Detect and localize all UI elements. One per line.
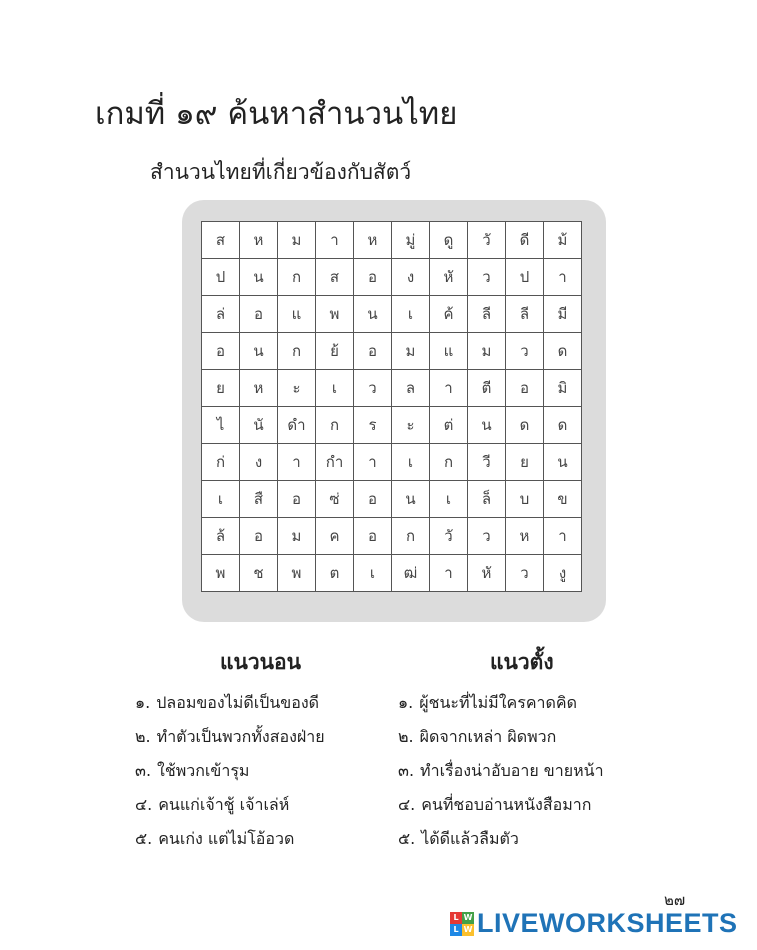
grid-cell[interactable]: ซ่ (316, 481, 354, 518)
grid-row (202, 333, 582, 370)
grid-cell[interactable]: อ (240, 518, 278, 555)
grid-row (202, 370, 582, 407)
horizontal-clue-2 (135, 724, 325, 758)
grid-cell[interactable]: ส (202, 222, 240, 259)
grid-cell[interactable]: ป (202, 259, 240, 296)
grid-cell[interactable]: หั (468, 555, 506, 592)
grid-cell[interactable]: ล็ (468, 481, 506, 518)
grid-cell[interactable]: ไ (202, 407, 240, 444)
word-search-grid (201, 221, 582, 592)
grid-cell[interactable]: ห (354, 222, 392, 259)
logo-tile: W (463, 924, 473, 934)
grid-cell[interactable]: า (544, 518, 582, 555)
grid-cell[interactable]: แ (278, 296, 316, 333)
horizontal-heading: แนวนอน (220, 650, 302, 674)
grid-cell[interactable]: ก (430, 444, 468, 481)
grid-cell[interactable]: อ (278, 481, 316, 518)
grid-cell[interactable]: า (354, 444, 392, 481)
clue-text: ทำเรื่องน่าอับอาย ขายหน้า (420, 761, 604, 780)
grid-cell[interactable]: มี (544, 296, 582, 333)
grid-cell[interactable]: า (430, 370, 468, 407)
grid-cell[interactable]: ว (506, 555, 544, 592)
grid-cell[interactable]: เ (430, 481, 468, 518)
clue-text: คนเก่ง แต่ไม่โอ้อวด (158, 829, 295, 848)
clue-number: ๕. (398, 829, 416, 848)
grid-cell[interactable]: งู (544, 555, 582, 592)
clue-text: ปลอมของไม่ดีเป็นของดี (156, 693, 320, 712)
grid-cell[interactable]: ด (544, 333, 582, 370)
grid-cell[interactable]: ก่ (202, 444, 240, 481)
grid-cell[interactable]: น (240, 259, 278, 296)
clue-text: ได้ดีแล้วลืมตัว (421, 829, 519, 848)
page-subtitle: สำนวนไทยที่เกี่ยวข้องกับสัตว์ (150, 160, 412, 184)
grid-cell[interactable]: น (392, 481, 430, 518)
grid-cell[interactable]: อ (354, 481, 392, 518)
clue-number: ๑. (135, 693, 151, 712)
grid-cell[interactable]: ย้ (316, 333, 354, 370)
grid-cell[interactable]: ก (316, 407, 354, 444)
vertical-clue-1 (398, 690, 604, 724)
grid-cell[interactable]: อ (506, 370, 544, 407)
liveworksheets-logo-icon (450, 912, 474, 936)
clue-text: ผิดจากเหล่า ผิดพวก (419, 727, 557, 746)
grid-cell[interactable]: ง (392, 259, 430, 296)
grid-cell[interactable]: ะ (278, 370, 316, 407)
grid-cell[interactable]: นั (240, 407, 278, 444)
grid-cell[interactable]: ว (506, 333, 544, 370)
grid-cell[interactable]: น (240, 333, 278, 370)
grid-cell[interactable]: ต่ (430, 407, 468, 444)
horizontal-clue-list (135, 690, 325, 860)
grid-cell[interactable]: พ (278, 555, 316, 592)
grid-cell[interactable]: ห (240, 370, 278, 407)
logo-tile: L (450, 924, 462, 936)
grid-cell[interactable]: เ (392, 296, 430, 333)
vertical-clue-2 (398, 724, 604, 758)
grid-cell[interactable]: วี (468, 444, 506, 481)
grid-cell[interactable]: น (354, 296, 392, 333)
clue-text: คนแก่เจ้าชู้ เจ้าเล่ห์ (158, 795, 290, 814)
grid-cell[interactable]: ดี (506, 222, 544, 259)
grid-cell[interactable]: ลี (468, 296, 506, 333)
grid-cell[interactable]: า (430, 555, 468, 592)
vertical-clue-list (398, 690, 604, 860)
grid-row (202, 555, 582, 592)
grid-cell[interactable]: สื (240, 481, 278, 518)
grid-cell[interactable]: ม้ (544, 222, 582, 259)
grid-cell[interactable]: ว (468, 518, 506, 555)
page-number: ๒๗ (664, 891, 686, 909)
grid-cell[interactable]: เ (316, 370, 354, 407)
grid-cell[interactable]: ค (316, 518, 354, 555)
vertical-clue-5 (398, 826, 604, 860)
grid-row (202, 259, 582, 296)
grid-cell[interactable]: เ (202, 481, 240, 518)
grid-cell[interactable]: มู่ (392, 222, 430, 259)
grid-cell[interactable]: หั (430, 259, 468, 296)
grid-cell[interactable]: ด (544, 407, 582, 444)
grid-cell[interactable]: อ (202, 333, 240, 370)
page-title: เกมที่ ๑๙ ค้นหาสำนวนไทย (95, 96, 458, 132)
grid-row (202, 407, 582, 444)
grid-cell[interactable]: ม (278, 222, 316, 259)
grid-cell[interactable]: มิ (544, 370, 582, 407)
clue-text: คนที่ชอบอ่านหนังสือมาก (421, 795, 592, 814)
grid-cell[interactable]: ล้ (202, 518, 240, 555)
grid-cell[interactable]: กำ (316, 444, 354, 481)
grid-cell[interactable]: วั (468, 222, 506, 259)
grid-cell[interactable]: ล (392, 370, 430, 407)
grid-cell[interactable]: ป (506, 259, 544, 296)
grid-cell[interactable]: ด (506, 407, 544, 444)
grid-cell[interactable]: อ (354, 333, 392, 370)
grid-cell[interactable]: ง (240, 444, 278, 481)
grid-cell[interactable]: ม (468, 333, 506, 370)
grid-cell[interactable]: ม (392, 333, 430, 370)
grid-cell[interactable]: ตี (468, 370, 506, 407)
grid-cell[interactable]: เ (354, 555, 392, 592)
clue-number: ๒. (398, 727, 414, 746)
grid-cell[interactable]: ดู (430, 222, 468, 259)
grid-cell[interactable]: ค้ (430, 296, 468, 333)
grid-cell[interactable]: ร (354, 407, 392, 444)
clue-number: ๕. (135, 829, 153, 848)
horizontal-clue-3 (135, 758, 325, 792)
grid-cell[interactable]: า (544, 259, 582, 296)
liveworksheets-logo-text: LIVEWORKSHEETS (477, 908, 738, 938)
logo-tile: L (450, 912, 462, 924)
grid-cell[interactable]: อ (240, 296, 278, 333)
clue-text: ใช้พวกเข้ารุม (157, 761, 250, 780)
grid-cell[interactable]: ว (468, 259, 506, 296)
clue-text: ทำตัวเป็นพวกทั้งสองฝ่าย (156, 727, 325, 746)
clue-number: ๔. (398, 795, 416, 814)
horizontal-clue-4 (135, 792, 325, 826)
clue-text: ผู้ชนะที่ไม่มีใครคาดคิด (419, 693, 577, 712)
grid-cell[interactable]: ส (316, 259, 354, 296)
grid-cell[interactable]: ฒ่ (392, 555, 430, 592)
grid-cell[interactable]: พ (202, 555, 240, 592)
grid-cell[interactable]: ห (506, 518, 544, 555)
vertical-clue-4 (398, 792, 604, 826)
clue-number: ๔. (135, 795, 153, 814)
grid-cell[interactable]: ก (278, 259, 316, 296)
grid-cell[interactable]: ก (278, 333, 316, 370)
grid-cell[interactable]: ล่ (202, 296, 240, 333)
grid-row (202, 222, 582, 259)
grid-cell[interactable]: ย (202, 370, 240, 407)
clue-number: ๓. (135, 761, 152, 780)
grid-cell[interactable]: น (544, 444, 582, 481)
clue-number: ๑. (398, 693, 414, 712)
grid-cell[interactable]: ดำ (278, 407, 316, 444)
grid-cell[interactable]: ม (278, 518, 316, 555)
grid-cell[interactable]: ห (240, 222, 278, 259)
grid-cell[interactable]: ก (392, 518, 430, 555)
grid-cell[interactable]: ลี (506, 296, 544, 333)
grid-cell[interactable]: ต (316, 555, 354, 592)
grid-cell[interactable]: ช (240, 555, 278, 592)
logo-tile: W (463, 912, 473, 922)
grid-cell[interactable]: พ (316, 296, 354, 333)
vertical-heading: แนวตั้ง (490, 650, 554, 674)
grid-cell[interactable]: วั (430, 518, 468, 555)
grid-cell[interactable]: า (316, 222, 354, 259)
liveworksheets-logo (450, 908, 738, 939)
grid-cell[interactable]: เ (392, 444, 430, 481)
grid-cell[interactable]: า (278, 444, 316, 481)
horizontal-clue-5 (135, 826, 325, 860)
vertical-clue-3 (398, 758, 604, 792)
grid-row (202, 518, 582, 555)
grid-cell[interactable]: ข (544, 481, 582, 518)
grid-cell[interactable]: น (468, 407, 506, 444)
grid-row (202, 296, 582, 333)
grid-cell[interactable]: บ (506, 481, 544, 518)
grid-cell[interactable]: อ (354, 518, 392, 555)
grid-cell[interactable]: อ (354, 259, 392, 296)
grid-cell[interactable]: ย (506, 444, 544, 481)
grid-cell[interactable]: ะ (392, 407, 430, 444)
grid-row (202, 444, 582, 481)
clue-number: ๒. (135, 727, 151, 746)
grid-cell[interactable]: แ (430, 333, 468, 370)
horizontal-clue-1 (135, 690, 325, 724)
grid-row (202, 481, 582, 518)
clue-number: ๓. (398, 761, 415, 780)
grid-cell[interactable]: ว (354, 370, 392, 407)
